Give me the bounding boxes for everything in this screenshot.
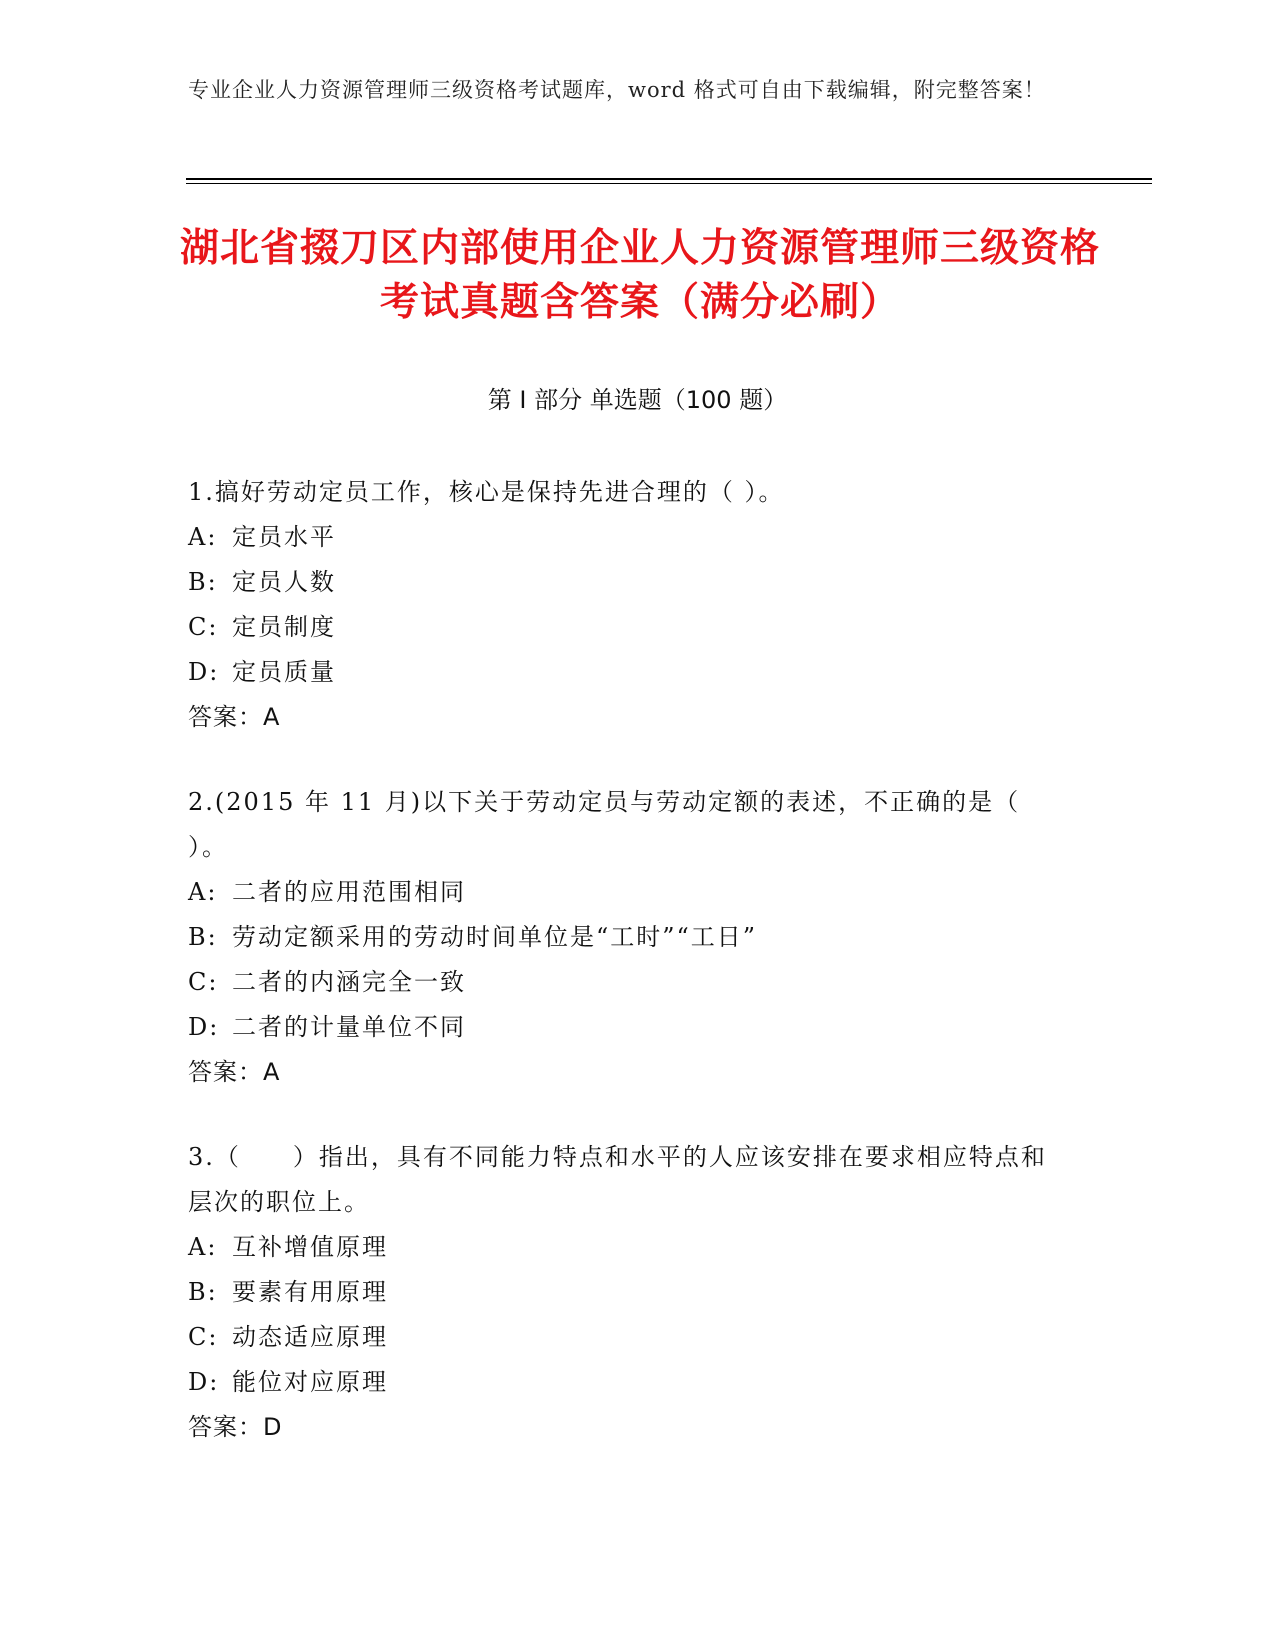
option-letter: A: [188, 523, 218, 551]
option-letter: C: [188, 1323, 219, 1351]
option-text: 定员人数 [232, 568, 336, 596]
option-d [188, 1005, 1068, 1050]
option-text: 动态适应原理 [232, 1323, 388, 1351]
option-text: 互补增值原理 [232, 1233, 388, 1261]
option-a [188, 870, 1068, 915]
question-2 [188, 780, 1068, 1095]
answer-line: 答案：A [188, 1058, 281, 1086]
option-letter: C: [188, 968, 219, 996]
header-rule-thick [186, 178, 1152, 180]
option-text: 二者的计量单位不同 [232, 1013, 466, 1041]
option-letter: B: [188, 568, 218, 596]
header-note: 专业企业人力资源管理师三级资格考试题库，word 格式可自由下载编辑，附完整答案！ [188, 78, 1046, 102]
option-text: 要素有用原理 [232, 1278, 388, 1306]
option-b [188, 915, 1068, 960]
option-letter: D: [188, 1368, 220, 1396]
answer-line: 答案：D [188, 1413, 283, 1441]
option-a [188, 515, 1068, 560]
option-text: 定员质量 [232, 658, 336, 686]
option-letter: B: [188, 923, 218, 951]
option-letter: A: [188, 1233, 218, 1261]
option-letter: C: [188, 613, 219, 641]
option-c [188, 1315, 1068, 1360]
option-text: 能位对应原理 [232, 1368, 388, 1396]
option-d [188, 650, 1068, 695]
question-stem: 3.（ ）指出，具有不同能力特点和水平的人应该安排在要求相应特点和层次的职位上。 [188, 1143, 1047, 1216]
option-c [188, 605, 1068, 650]
option-b [188, 560, 1068, 605]
option-text: 定员制度 [232, 613, 336, 641]
question-list [188, 470, 1068, 1490]
option-a [188, 1225, 1068, 1270]
option-text: 二者的应用范围相同 [232, 878, 466, 906]
option-letter: B: [188, 1278, 218, 1306]
section-title: 第 I 部分 单选题（100 题） [487, 386, 788, 414]
option-text: 劳动定额采用的劳动时间单位是“工时”“工日” [232, 923, 758, 951]
question-3 [188, 1135, 1068, 1450]
header-rule-thin [186, 183, 1152, 184]
option-text: 定员水平 [232, 523, 336, 551]
option-text: 二者的内涵完全一致 [232, 968, 466, 996]
option-letter: D: [188, 1013, 220, 1041]
question-stem: 2.(2015 年 11 月)以下关于劳动定员与劳动定额的表述，不正确的是（ ）。 [188, 788, 1021, 861]
question-stem: 1.搞好劳动定员工作，核心是保持先进合理的（ ）。 [188, 478, 785, 506]
option-letter: D: [188, 658, 220, 686]
question-1 [188, 470, 1068, 740]
option-d [188, 1360, 1068, 1405]
option-letter: A: [188, 878, 218, 906]
option-b [188, 1270, 1068, 1315]
document-title: 湖北省掇刀区内部使用企业人力资源管理师三级资格考试真题含答案（满分必刷） [179, 226, 1100, 325]
answer-line: 答案：A [188, 703, 281, 731]
option-c [188, 960, 1068, 1005]
